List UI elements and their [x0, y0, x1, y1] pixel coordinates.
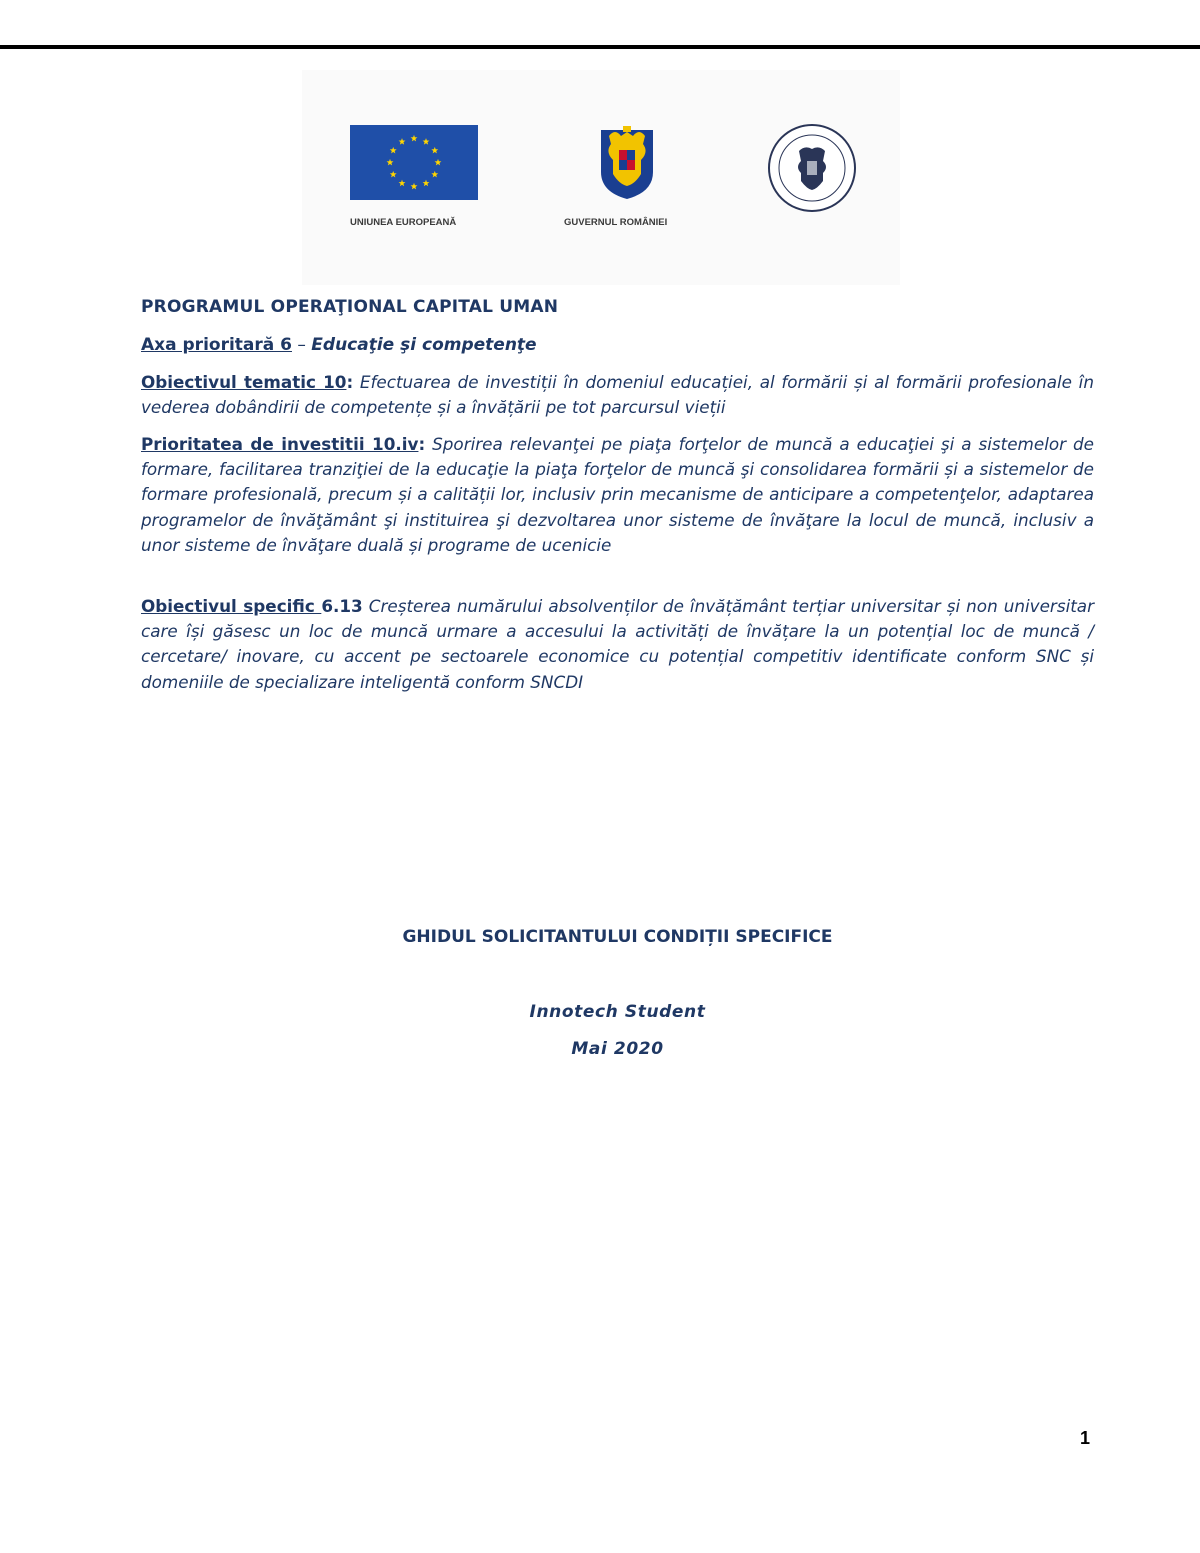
eu-flag-logo: [350, 125, 478, 200]
eu-caption: UNIUNEA EUROPEANĂ: [350, 217, 457, 228]
thematic-objective-colon: :: [346, 372, 354, 392]
document-date: Mai 2020: [571, 1039, 664, 1059]
axis-title: Educaţie şi competenţe: [311, 335, 537, 355]
page-number: 1: [1080, 1428, 1091, 1448]
axis-separator: –: [291, 335, 312, 355]
thematic-objective-text: Efectuarea de investiții în domeniul educației, al formării și al formării profesionale în vederea dobândirii de competențe și a învățării pe tot parcursul vieții: [141, 372, 1094, 418]
call-name: Innotech Student: [529, 1002, 706, 1022]
specific-objective-paragraph: [141, 594, 1094, 695]
thematic-objective-paragraph: [141, 370, 1094, 420]
gov-caption: GUVERNUL ROMÂNIEI: [564, 217, 668, 228]
specific-objective-number: 6.13: [321, 596, 363, 616]
top-rule: [0, 45, 1200, 49]
axis-label: Axa prioritară 6: [141, 335, 292, 355]
specific-objective-label: Obiectivul specific: [141, 596, 322, 616]
priority-axis: [141, 335, 1094, 355]
specific-objective-text: Creșterea numărului absolvenților de învățământ terțiar universitar și non universitar care își găsesc un loc de muncă urmare a accesului la activități de învățare la un potențial loc de muncă / cercetare/ inovare, cu accent pe sectoarele economice cu potențial competitiv identificate conform SNC și domeniile de specializare inteligentă conform SNCDI: [141, 596, 1094, 692]
investment-priority-text: Sporirea relevanţei pe piaţa forţelor de muncă a educaţiei şi a sistemelor de formare, facilitarea tranziţiei de la educaţie la piaţa forţelor de muncă şi consolidarea formării și a sistemelor de formare profesională, precum și a calității lor, inclusiv prin mecanisme de anticipare a competenţelor, adaptarea programelor de învăţământ şi instituirea şi dezvoltarea unor sisteme de învăţare la locul de muncă, inclusiv a unor sisteme de învăţare duală și programe de ucenicie: [141, 434, 1094, 555]
romania-coat-of-arms-logo: [595, 122, 659, 200]
program-title: PROGRAMUL OPERAŢIONAL CAPITAL UMAN: [141, 297, 559, 317]
thematic-objective-label: Obiectivul tematic 10: [141, 372, 347, 392]
investment-priority-label: Prioritatea de investitii 10.iv: [141, 434, 419, 454]
logo-band: [302, 70, 900, 285]
ministry-seal-logo: [767, 123, 857, 213]
guide-title: GHIDUL SOLICITANTULUI CONDIȚII SPECIFICE: [402, 927, 833, 947]
investment-priority-colon: :: [418, 434, 426, 454]
investment-priority-paragraph: [141, 432, 1094, 558]
